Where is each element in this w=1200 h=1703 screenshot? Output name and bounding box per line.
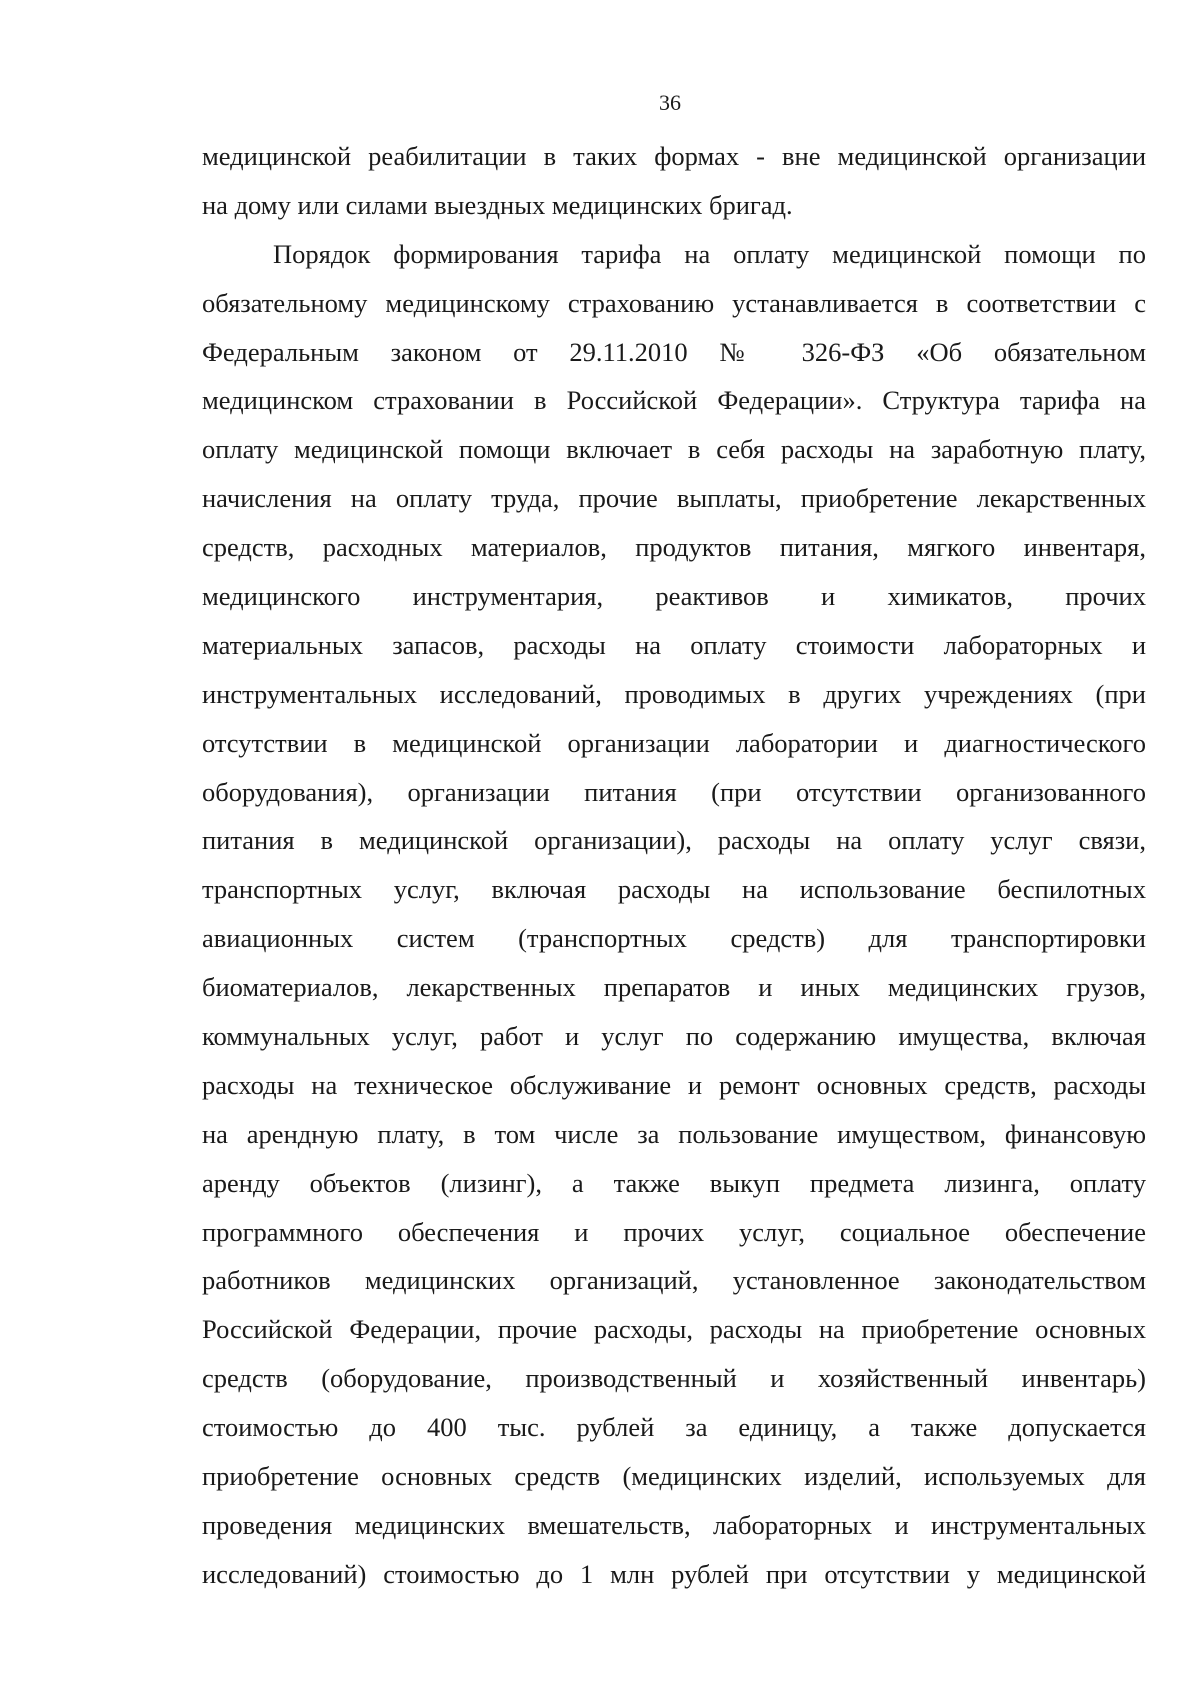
text-line: медицинской реабилитации в таких формах - вне медицинской организации bbox=[202, 141, 1146, 171]
text-line: начисления на оплату труда, прочие выплаты, приобретение лекарственных bbox=[202, 483, 1146, 514]
page-number: 36 bbox=[659, 90, 681, 115]
document-body bbox=[202, 132, 1146, 1599]
text-line: инструментальных исследований, проводимых в других учреждениях (при bbox=[202, 678, 1146, 709]
text-line: коммунальных услуг, работ и услуг по содержанию имущества, включая bbox=[202, 1021, 1146, 1052]
text-line: обязательному медицинскому страхованию устанавливается в соответствии с bbox=[202, 287, 1146, 318]
text-line: на дому или силами выездных медицинских бригад. bbox=[202, 189, 793, 220]
text-line: оборудования), организации питания (при отсутствии организованного bbox=[202, 776, 1146, 807]
text-line: Российской Федерации, прочие расходы, расходы на приобретение основных bbox=[202, 1314, 1146, 1345]
text-line: программного обеспечения и прочих услуг, социальное обеспечение bbox=[202, 1216, 1146, 1247]
text-line: стоимостью до 400 тыс. рублей за единицу, а также допускается bbox=[202, 1412, 1146, 1443]
text-line: на арендную плату, в том числе за пользование имуществом, финансовую bbox=[202, 1118, 1146, 1149]
text-line: медицинского инструментария, реактивов и химикатов, прочих bbox=[202, 581, 1146, 612]
text-line: проведения медицинских вмешательств, лабораторных и инструментальных bbox=[202, 1509, 1146, 1540]
text-line: работников медицинских организаций, установленное законодательством bbox=[202, 1265, 1146, 1296]
text-line: питания в медицинской организации), расходы на оплату услуг связи, bbox=[202, 825, 1146, 856]
text-line: Федеральным законом от 29.11.2010 № 326-ФЗ «Об обязательном bbox=[202, 336, 1146, 367]
text-line: биоматериалов, лекарственных препаратов и иных медицинских грузов, bbox=[202, 972, 1146, 1003]
text-line: средств, расходных материалов, продуктов питания, мягкого инвентаря, bbox=[202, 532, 1146, 563]
text-line: исследований) стоимостью до 1 млн рублей при отсутствии у медицинской bbox=[202, 1558, 1146, 1589]
text-line: отсутствии в медицинской организации лаборатории и диагностического bbox=[202, 727, 1146, 758]
text-line: аренду объектов (лизинг), а также выкуп предмета лизинга, оплату bbox=[202, 1167, 1146, 1198]
text-line: расходы на техническое обслуживание и ремонт основных средств, расходы bbox=[202, 1069, 1146, 1100]
text-line: медицинском страховании в Российской Федерации». Структура тарифа на bbox=[202, 385, 1146, 416]
text-line: материальных запасов, расходы на оплату стоимости лабораторных и bbox=[202, 629, 1146, 660]
text-line: оплату медицинской помощи включает в себя расходы на заработную плату, bbox=[202, 434, 1146, 465]
text-line: авиационных систем (транспортных средств) для транспортировки bbox=[202, 923, 1146, 954]
text-line: средств (оборудование, производственный и хозяйственный инвентарь) bbox=[202, 1363, 1146, 1394]
text-line: приобретение основных средств (медицинских изделий, используемых для bbox=[202, 1461, 1146, 1492]
text-line: транспортных услуг, включая расходы на использование беспилотных bbox=[202, 874, 1146, 905]
text-line: Порядок формирования тарифа на оплату медицинской помощи по bbox=[273, 238, 1146, 269]
